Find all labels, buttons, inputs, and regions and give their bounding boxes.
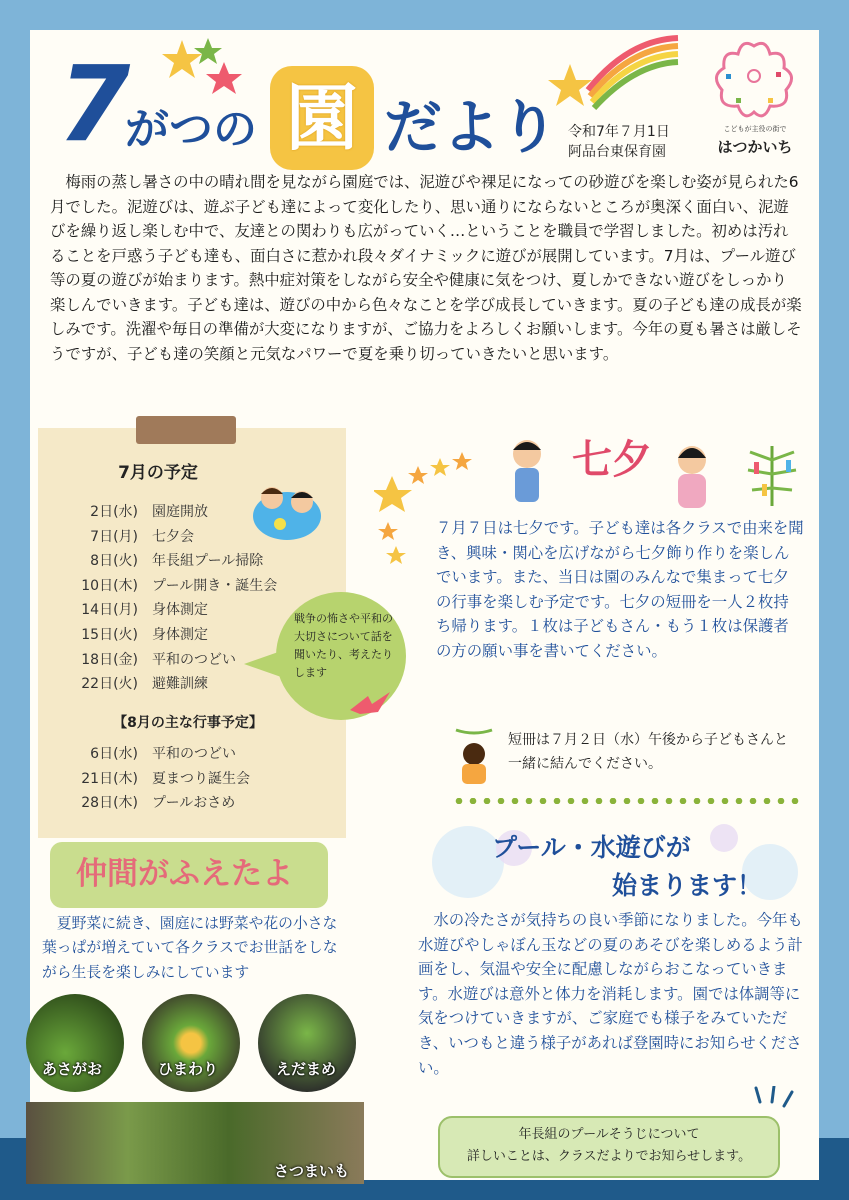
speech-bubble-text: 戦争の怖さや平和の大切さについて話を聞いたり、考えたりします — [294, 612, 393, 679]
photo-label-asagao: あさがお — [42, 1060, 103, 1078]
title-dayori: だより — [384, 93, 559, 161]
schedule-date: 18日(金) — [81, 651, 138, 668]
photo-label-edamame: えだまめ — [276, 1060, 337, 1078]
schedule-row — [58, 767, 250, 792]
schedule-row — [58, 549, 277, 574]
august-schedule-list — [58, 742, 250, 816]
schedule-event: 園庭開放 — [152, 504, 208, 520]
schedule-event: プール開き・誕生会 — [152, 577, 278, 594]
nakama-paragraph: 夏野菜に続き、園庭には野菜や花の小さな葉っぱが増えていて各クラスでお世話をしながら生長を楽しみにしています — [42, 915, 338, 981]
title-month-number: 7 — [58, 43, 131, 165]
schedule-tab-tape — [136, 416, 236, 444]
issue-date-block — [568, 122, 670, 162]
logo-tagline: こどもが主役の街で — [723, 125, 787, 133]
schedule-event: 七夕会 — [152, 528, 194, 545]
title-en: 園 — [285, 76, 358, 160]
schedule-row — [58, 598, 277, 623]
schedule-row — [58, 500, 277, 525]
notice-text — [440, 1124, 778, 1168]
nakama-title: 仲間がふえたよ — [76, 856, 293, 892]
notice-line1: 年長組のプールそうじについて — [518, 1127, 700, 1142]
orihime-illustration — [668, 440, 716, 510]
schedule-date: 7日(月) — [90, 528, 138, 545]
schedule-date: 8日(火) — [90, 553, 138, 570]
title-en-box — [270, 66, 374, 170]
schedule-date: 2日(水) — [90, 504, 138, 520]
photo-label-satsumaimo: さつまいも — [274, 1162, 350, 1180]
dotted-divider — [452, 798, 804, 804]
schedule-row — [58, 791, 250, 816]
schedule-date: 22日(火) — [81, 676, 138, 693]
pool-paragraph: 水の冷たさが気持ちの良い季節になりました。今年も水遊びやしゃぼん玉などの夏のあそびを楽しめるよう計画をし、気温や安全に配慮しながらおこなっていきます。水遊びは意外と体力を消耗します。園では体調等に気をつけていきますが、ご家庭でも様子をみていただき、いつもと違う様子があれば登園時にお知らせください。 — [418, 911, 803, 1077]
schedule-row — [58, 574, 277, 599]
hikoboshi-illustration — [506, 434, 548, 508]
title-gatsu: がつの — [125, 104, 257, 155]
schedule-event: 平和のつどい — [152, 746, 236, 762]
schedule-event: 身体測定 — [152, 626, 208, 643]
schedule-row — [58, 525, 277, 550]
intro-paragraph: 梅雨の蒸し暑さの中の晴れ間を見ながら園庭では、泥遊びや裸足になっての砂遊びを楽しむ姿が見られた6月でした。泥遊びは、遊ぶ子ども達によって変化したり、思い通りにならないところが奥深く面白い、泥遊びを繰り返し楽しむ中で、友達との関わりも広がっていく…ということを職員で学習しました。初めは汚れることを戸惑う子ども達も、面白さに惹かれ段々ダイナミックに遊びが展開しています。7月は、プール遊び等の夏の遊びが始まります。熱中症対策をしながら安全や健康に気をつけ、夏しかできない遊びをしっかり楽しんでいきます。子ども達は、遊びの中から色々なことを学び成長していきます。夏の子ども達の成長が楽しみです。洗濯や毎日の準備が大変になりますが、ご協力をよろしくお願いします。今年の夏も暑さは厳しそうですが、子ども達の笑顔と元気なパワーで夏を乗り切っていきたいと思います。 — [50, 173, 802, 363]
school-name: 阿品台東保育園 — [568, 144, 666, 160]
schedule-event: 身体測定 — [152, 602, 208, 619]
schedule-row — [58, 623, 277, 648]
paper-crane-icon — [350, 690, 390, 716]
tanabata-title: 七夕 — [572, 437, 652, 483]
schedule-event: 避難訓練 — [152, 676, 208, 693]
bamboo-decoration-icon — [742, 440, 802, 510]
schedule-event: プールおさめ — [152, 795, 236, 812]
logo-name: はつかいち — [717, 138, 793, 156]
photo-label-himawari: ひまわり — [158, 1060, 219, 1078]
schedule-title: 7月の予定 — [118, 463, 198, 483]
schedule-date: 6日(水) — [90, 746, 138, 762]
issue-date: 令和7年７月1日 — [568, 124, 670, 140]
tanabata-paragraph: ７月７日は七夕です。子ども達は各クラスで由来を聞き、興味・関心を広げながら七夕飾り作りを楽しんでいます。また、当日は園のみんなで集まって七夕の行事を楽しむ予定です。七夕の短冊を一人２枚持ち帰ります。１枚は子どもさん・もう１枚は保護者の方の願い事を書いてください。 — [436, 519, 804, 660]
pool-title-line1: プール・水遊びが — [492, 833, 691, 862]
rainbow-star-decoration — [548, 30, 680, 110]
schedule-date: 10日(木) — [81, 577, 138, 594]
tanzaku-note: 短冊は７月２日（水）午後から子どもさんと一緒に結んでください。 — [508, 732, 788, 772]
schedule-event: 年長組プール掃除 — [152, 553, 264, 570]
pool-title-line2: 始まります！ — [612, 871, 763, 900]
notice-line2: 詳しいことは、クラスだよりでお知らせします。 — [466, 1149, 752, 1164]
schedule-date: 14日(月) — [81, 602, 138, 619]
schedule-date: 21日(木) — [81, 770, 138, 787]
august-schedule-title: 【8月の主な行事予定】 — [113, 715, 263, 731]
schedule-event: 平和のつどい — [152, 651, 236, 668]
schedule-date: 15日(火) — [81, 626, 138, 643]
schedule-date: 28日(木) — [81, 795, 138, 812]
schedule-row — [58, 742, 250, 767]
splash-lines-icon — [752, 1086, 798, 1118]
child-tanzaku-illustration — [448, 726, 500, 786]
schedule-event: 夏まつり誕生会 — [152, 770, 250, 787]
